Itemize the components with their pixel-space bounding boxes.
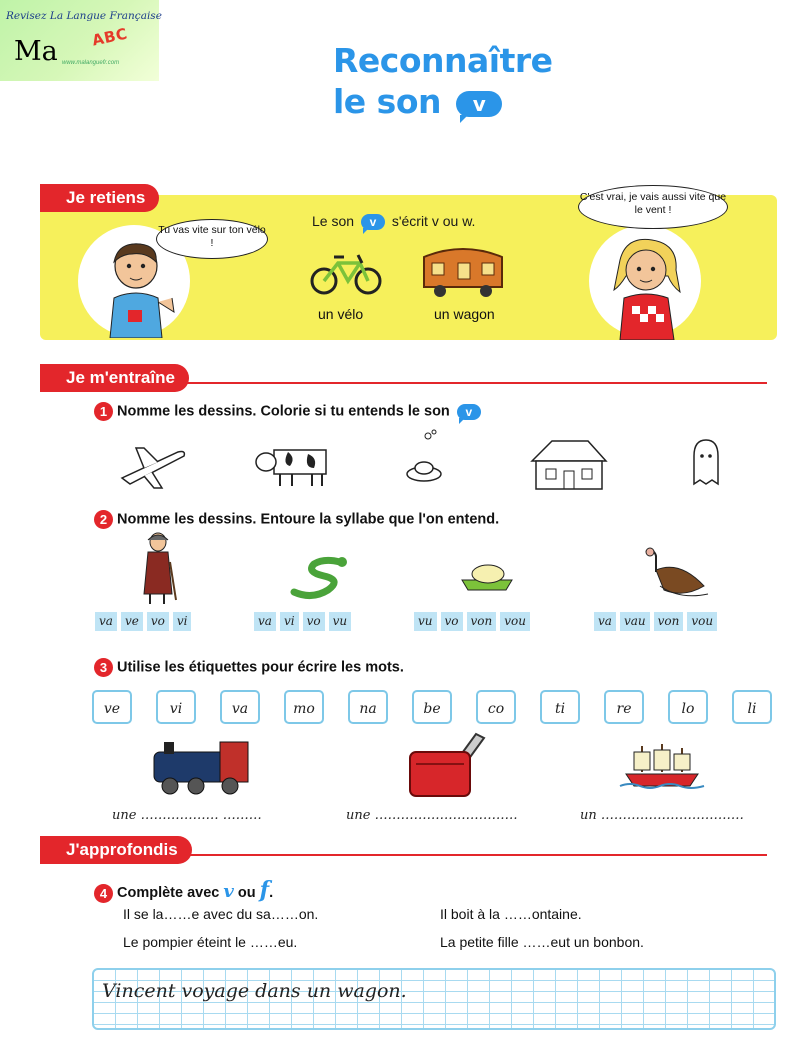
word-label[interactable]: va xyxy=(220,690,260,724)
exercise-4-instruction xyxy=(94,877,273,903)
girl-illustration xyxy=(606,236,692,340)
boy-speech-bubble: Tu vas vite sur ton vélo ! xyxy=(156,219,268,259)
suitcase-icon xyxy=(406,730,492,800)
rule-text xyxy=(312,213,475,230)
syllable-group-4 xyxy=(594,612,717,631)
answer-line-3[interactable]: un …………………………… xyxy=(580,808,744,823)
ghost-icon xyxy=(690,438,722,488)
exercise-4-end: . xyxy=(269,885,274,901)
syllable-option[interactable]: vo xyxy=(441,612,463,631)
saucer-icon xyxy=(404,428,444,486)
rule-text-after: s'écrit v ou w. xyxy=(391,213,476,229)
syllable-option[interactable]: vou xyxy=(687,612,717,631)
snake-icon xyxy=(288,556,350,600)
sentence-4[interactable]: La petite fille ……eut un bonbon. xyxy=(440,934,644,950)
exercise-1-number: 1 xyxy=(94,402,113,421)
exercise-3-number: 3 xyxy=(94,658,113,677)
word-label[interactable]: co xyxy=(476,690,516,724)
saucer-cake-icon xyxy=(458,554,516,594)
exercise-1-instruction xyxy=(94,402,484,421)
exercise-4-number: 4 xyxy=(94,884,113,903)
rule-text-before: Le son xyxy=(312,213,355,229)
title-line-2-text: le son xyxy=(333,82,441,121)
site-logo xyxy=(0,0,162,81)
section-header-entraine: Je m'entraîne xyxy=(40,364,189,392)
sentence-3[interactable]: Le pompier éteint le ……eu. xyxy=(123,934,298,950)
exercise-2-instruction xyxy=(94,510,499,529)
word-velo: un vélo xyxy=(318,306,364,322)
bike-icon xyxy=(310,247,382,297)
syllable-option[interactable]: vo xyxy=(147,612,169,631)
exercise-2-number: 2 xyxy=(94,510,113,529)
syllable-group-2 xyxy=(254,612,351,631)
word-label[interactable]: mo xyxy=(284,690,324,724)
logo-tagline: Revisez La Langue Française xyxy=(6,10,162,22)
word-label[interactable]: na xyxy=(348,690,388,724)
syllable-option[interactable]: vo xyxy=(303,612,325,631)
sentence-1[interactable]: Il se la……e avec du sa……on. xyxy=(123,906,319,922)
logo-brand: Ma xyxy=(14,36,58,67)
sentence-2[interactable]: Il boit à la ……ontaine. xyxy=(440,906,582,922)
syllable-option[interactable]: va xyxy=(95,612,117,631)
syllable-option[interactable]: ve xyxy=(121,612,143,631)
section-header-approfondis: J'approfondis xyxy=(40,836,192,864)
syllable-option[interactable]: vou xyxy=(500,612,530,631)
word-label[interactable]: be xyxy=(412,690,452,724)
logo-url: www.malanguefr.com xyxy=(62,60,120,66)
exercise-2-text: Nomme les dessins. Entoure la syllabe que l'on entend. xyxy=(117,511,500,528)
cow-icon xyxy=(252,440,332,490)
syllable-option[interactable]: va xyxy=(254,612,276,631)
word-label[interactable]: re xyxy=(604,690,644,724)
house-icon xyxy=(528,435,610,493)
answer-line-1[interactable]: une ……………… ……… xyxy=(112,808,262,823)
syllable-option[interactable]: vu xyxy=(329,612,352,631)
syllable-option[interactable]: va xyxy=(594,612,616,631)
word-label[interactable]: lo xyxy=(668,690,708,724)
exercise-3-text: Utilise les étiquettes pour écrire les mots. xyxy=(117,659,404,676)
section-header-retiens: Je retiens xyxy=(40,184,159,212)
word-label[interactable]: li xyxy=(732,690,772,724)
word-wagon: un wagon xyxy=(434,306,495,322)
exercise-1-sound-bubble: v xyxy=(457,404,481,420)
word-label[interactable]: vi xyxy=(156,690,196,724)
boy-illustration xyxy=(96,240,186,338)
rule-sound-bubble: v xyxy=(361,214,385,230)
letter-f: f xyxy=(259,877,270,903)
writing-model: Vincent voyage dans un wagon. xyxy=(102,980,407,1002)
syllable-group-1 xyxy=(95,612,191,631)
syllable-option[interactable]: von xyxy=(654,612,684,631)
syllable-option[interactable]: vi xyxy=(173,612,192,631)
wagon-icon xyxy=(418,243,508,299)
airplane-icon xyxy=(118,438,188,492)
exercise-4-or: ou xyxy=(237,885,256,901)
girl-speech-bubble: C'est vrai, je vais aussi vite que le vent ! xyxy=(578,185,728,229)
letter-v: v xyxy=(223,881,234,902)
locomotive-icon xyxy=(150,740,260,796)
syllable-option[interactable]: vu xyxy=(414,612,437,631)
answer-line-2[interactable]: une …………………………… xyxy=(346,808,518,823)
logo-abc: ABC xyxy=(90,24,130,50)
word-label[interactable]: ti xyxy=(540,690,580,724)
word-label[interactable]: ve xyxy=(92,690,132,724)
old-woman-icon xyxy=(138,532,178,606)
exercise-4-text: Complète avec xyxy=(117,885,220,901)
exercise-3-instruction xyxy=(94,658,404,677)
syllable-option[interactable]: vau xyxy=(620,612,650,631)
title-line-1: Reconnaître xyxy=(333,41,553,80)
syllable-option[interactable]: vi xyxy=(280,612,299,631)
exercise-1-text: Nomme les dessins. Colorie si tu entends le son xyxy=(117,403,450,420)
ship-icon xyxy=(618,742,706,790)
vulture-icon xyxy=(640,546,712,602)
sound-bubble: v xyxy=(456,91,502,117)
title-line-2 xyxy=(333,81,553,122)
page-title xyxy=(333,40,553,122)
syllable-group-3 xyxy=(414,612,530,631)
syllable-option[interactable]: von xyxy=(467,612,497,631)
